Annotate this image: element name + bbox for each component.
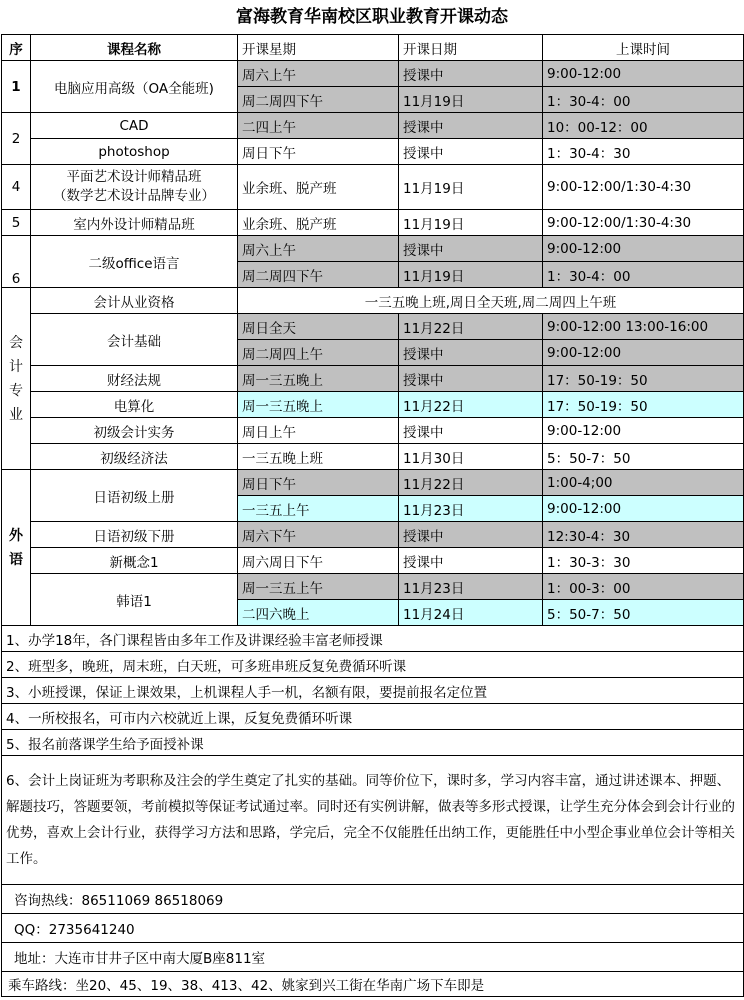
week-cell: 业余班、脱产班 [238,165,399,210]
week-cell: 周二周四下午 [238,87,399,113]
note-row [2,678,744,704]
note-3: 3、小班授课，保证上课效果，上机课程人手一机，名额有限，要提前报名定位置 [2,678,744,704]
date-cell: 授课中 [399,61,543,87]
date-cell: 授课中 [399,548,543,574]
week-cell: 周六上午 [238,236,399,262]
note-4: 4、一所校报名，可市内六校就近上课，反复免费循环听课 [2,704,744,730]
week-cell: 一三五晚上班 [238,444,399,470]
time-cell: 9:00-12:00 13:00-16:00 [543,314,744,340]
time-cell: 5：50-7：50 [543,444,744,470]
seq-cell: 5 [2,210,31,236]
time-cell: 1：00-3：00 [543,574,744,600]
course-name: 初级经济法 [31,444,238,470]
contact-bus-route: 乘车路线：坐20、45、19、38、413、42、姚家到兴工街在华南广场下车即是 [2,972,744,997]
time-cell: 9:00-12:00 [543,340,744,366]
header-week: 开课星期 [238,35,399,61]
time-cell: 9:00-12:00/1:30-4:30 [543,165,744,210]
week-cell: 周六上午 [238,61,399,87]
page-title: 富海教育华南校区职业教育开课动态 [236,7,508,27]
note-6: 6、会计上岗证班为考职称及注会的学生奠定了扎实的基础。同等价位下，课时多，学习内容丰富，通过讲述课本、押题、解题技巧，答题要领，考前模拟等保证考试通过率。同时还有实例讲解，做表等多形式授课，让学生充分体会到会计行业的优势，喜欢上会计行业，获得学习方法和思路，学完后，完全不仅能胜任出纳工作，更能胜任中小型企事业单位会计等相关工作。 [2,756,744,885]
table-row [2,548,744,574]
date-cell: 11月23日 [399,496,543,522]
week-cell: 周一三五上午 [238,574,399,600]
contact-qq: QQ：2735641240 [2,914,744,943]
note-5: 5、报名前落课学生给予面授补课 [2,730,744,756]
date-cell: 11月22日 [399,392,543,418]
time-cell: 17：50-19：50 [543,392,744,418]
header-date: 开课日期 [399,35,543,61]
date-cell: 授课中 [399,113,543,139]
time-cell: 9:00-12:00 [543,418,744,444]
course-name: 财经法规 [31,366,238,392]
seq-cell: 4 [2,165,31,210]
date-cell: 11月19日 [399,165,543,210]
date-cell: 授课中 [399,366,543,392]
course-name: 二级office语言 [31,236,238,288]
contact-row [2,885,744,914]
course-name: 室内外设计师精品班 [31,210,238,236]
week-cell: 周二周四上午 [238,340,399,366]
date-cell: 11月23日 [399,574,543,600]
contact-address: 地址：大连市甘井子区中南大厦B座811室 [2,943,744,972]
time-cell: 9:00-12:00 [543,61,744,87]
note-2: 2、班型多，晚班，周末班，白天班，可多班串班反复免费循环听课 [2,652,744,678]
note-row [2,730,744,756]
week-cell: 周日下午 [238,139,399,165]
contact-row [2,943,744,972]
week-cell: 周二周四下午 [238,262,399,288]
date-cell: 11月19日 [399,262,543,288]
time-cell: 5：50-7：50 [543,600,744,626]
date-cell: 11月19日 [399,87,543,113]
time-cell: 1：30-3：30 [543,548,744,574]
week-cell: 周日上午 [238,418,399,444]
note-1: 1、办学18年，各门课程皆由多年工作及讲课经验丰富老师授课 [2,626,744,652]
schedule-cell: 一三五晚上班,周日全天班,周二周四上午班 [238,288,744,314]
course-name: CAD [31,113,238,139]
time-cell: 9:00-12:00/1:30-4:30 [543,210,744,236]
date-cell: 11月19日 [399,210,543,236]
table-row [2,61,744,87]
header-course: 课程名称 [31,35,238,61]
table-row [2,470,744,496]
date-cell: 11月30日 [399,444,543,470]
week-cell: 周日下午 [238,470,399,496]
time-cell: 1：30-4：00 [543,87,744,113]
week-cell: 周一三五晚上 [238,392,399,418]
time-cell: 17：50-19：50 [543,366,744,392]
week-cell: 周六下午 [238,522,399,548]
course-table [1,34,744,997]
date-cell: 11月22日 [399,470,543,496]
week-cell: 周六周日下午 [238,548,399,574]
table-row [2,392,744,418]
contact-row [2,914,744,943]
note-row [2,626,744,652]
contact-row [2,972,744,997]
contact-hotline: 咨询热线：86511069 86518069 [2,885,744,914]
time-cell: 1:00-4;00 [543,470,744,496]
time-cell: 10：00-12：00 [543,113,744,139]
course-name: 日语初级上册 [31,470,238,522]
seq-cell: 6 [2,236,31,288]
table-header-row [2,35,744,61]
week-cell: 业余班、脱产班 [238,210,399,236]
week-cell: 二四上午 [238,113,399,139]
time-cell: 12:30-4：30 [543,522,744,548]
date-cell: 11月22日 [399,314,543,340]
course-name: 电算化 [31,392,238,418]
table-row [2,139,744,165]
group-foreign-language: 外语 [2,470,31,626]
seq-cell: 1 [2,61,31,113]
table-row [2,522,744,548]
date-cell: 授课中 [399,522,543,548]
course-name: 电脑应用高级（OA全能班) [31,61,238,113]
header-time: 上课时间 [543,35,744,61]
time-cell: 1：30-4：30 [543,139,744,165]
table-row [2,113,744,139]
course-name: 初级会计实务 [31,418,238,444]
table-row [2,288,744,314]
course-name: 日语初级下册 [31,522,238,548]
week-cell: 周日全天 [238,314,399,340]
week-cell: 周一三五晚上 [238,366,399,392]
course-name: 新概念1 [31,548,238,574]
time-cell: 9:00-12:00 [543,496,744,522]
week-cell: 二四六晚上 [238,600,399,626]
table-row [2,366,744,392]
table-row [2,418,744,444]
course-name: photoshop [31,139,238,165]
course-name: 韩语1 [31,574,238,626]
date-cell: 授课中 [399,236,543,262]
date-cell: 授课中 [399,139,543,165]
table-row [2,210,744,236]
table-row [2,236,744,262]
note-row [2,652,744,678]
course-name: 平面艺术设计师精品班 （数学艺术设计品牌专业） [31,165,238,210]
header-seq: 序 [2,35,31,61]
course-name: 会计基础 [31,314,238,366]
table-row [2,314,744,340]
course-name: 会计从业资格 [31,288,238,314]
note-row [2,756,744,885]
group-accounting: 会计专业 [2,288,31,470]
week-cell: 一三五上午 [238,496,399,522]
time-cell: 1：30-4：00 [543,262,744,288]
time-cell: 9:00-12:00 [543,236,744,262]
table-row [2,444,744,470]
seq-cell: 2 [2,113,31,165]
date-cell: 授课中 [399,418,543,444]
table-row [2,165,744,210]
table-row [2,574,744,600]
note-row [2,704,744,730]
date-cell: 11月24日 [399,600,543,626]
date-cell: 授课中 [399,340,543,366]
